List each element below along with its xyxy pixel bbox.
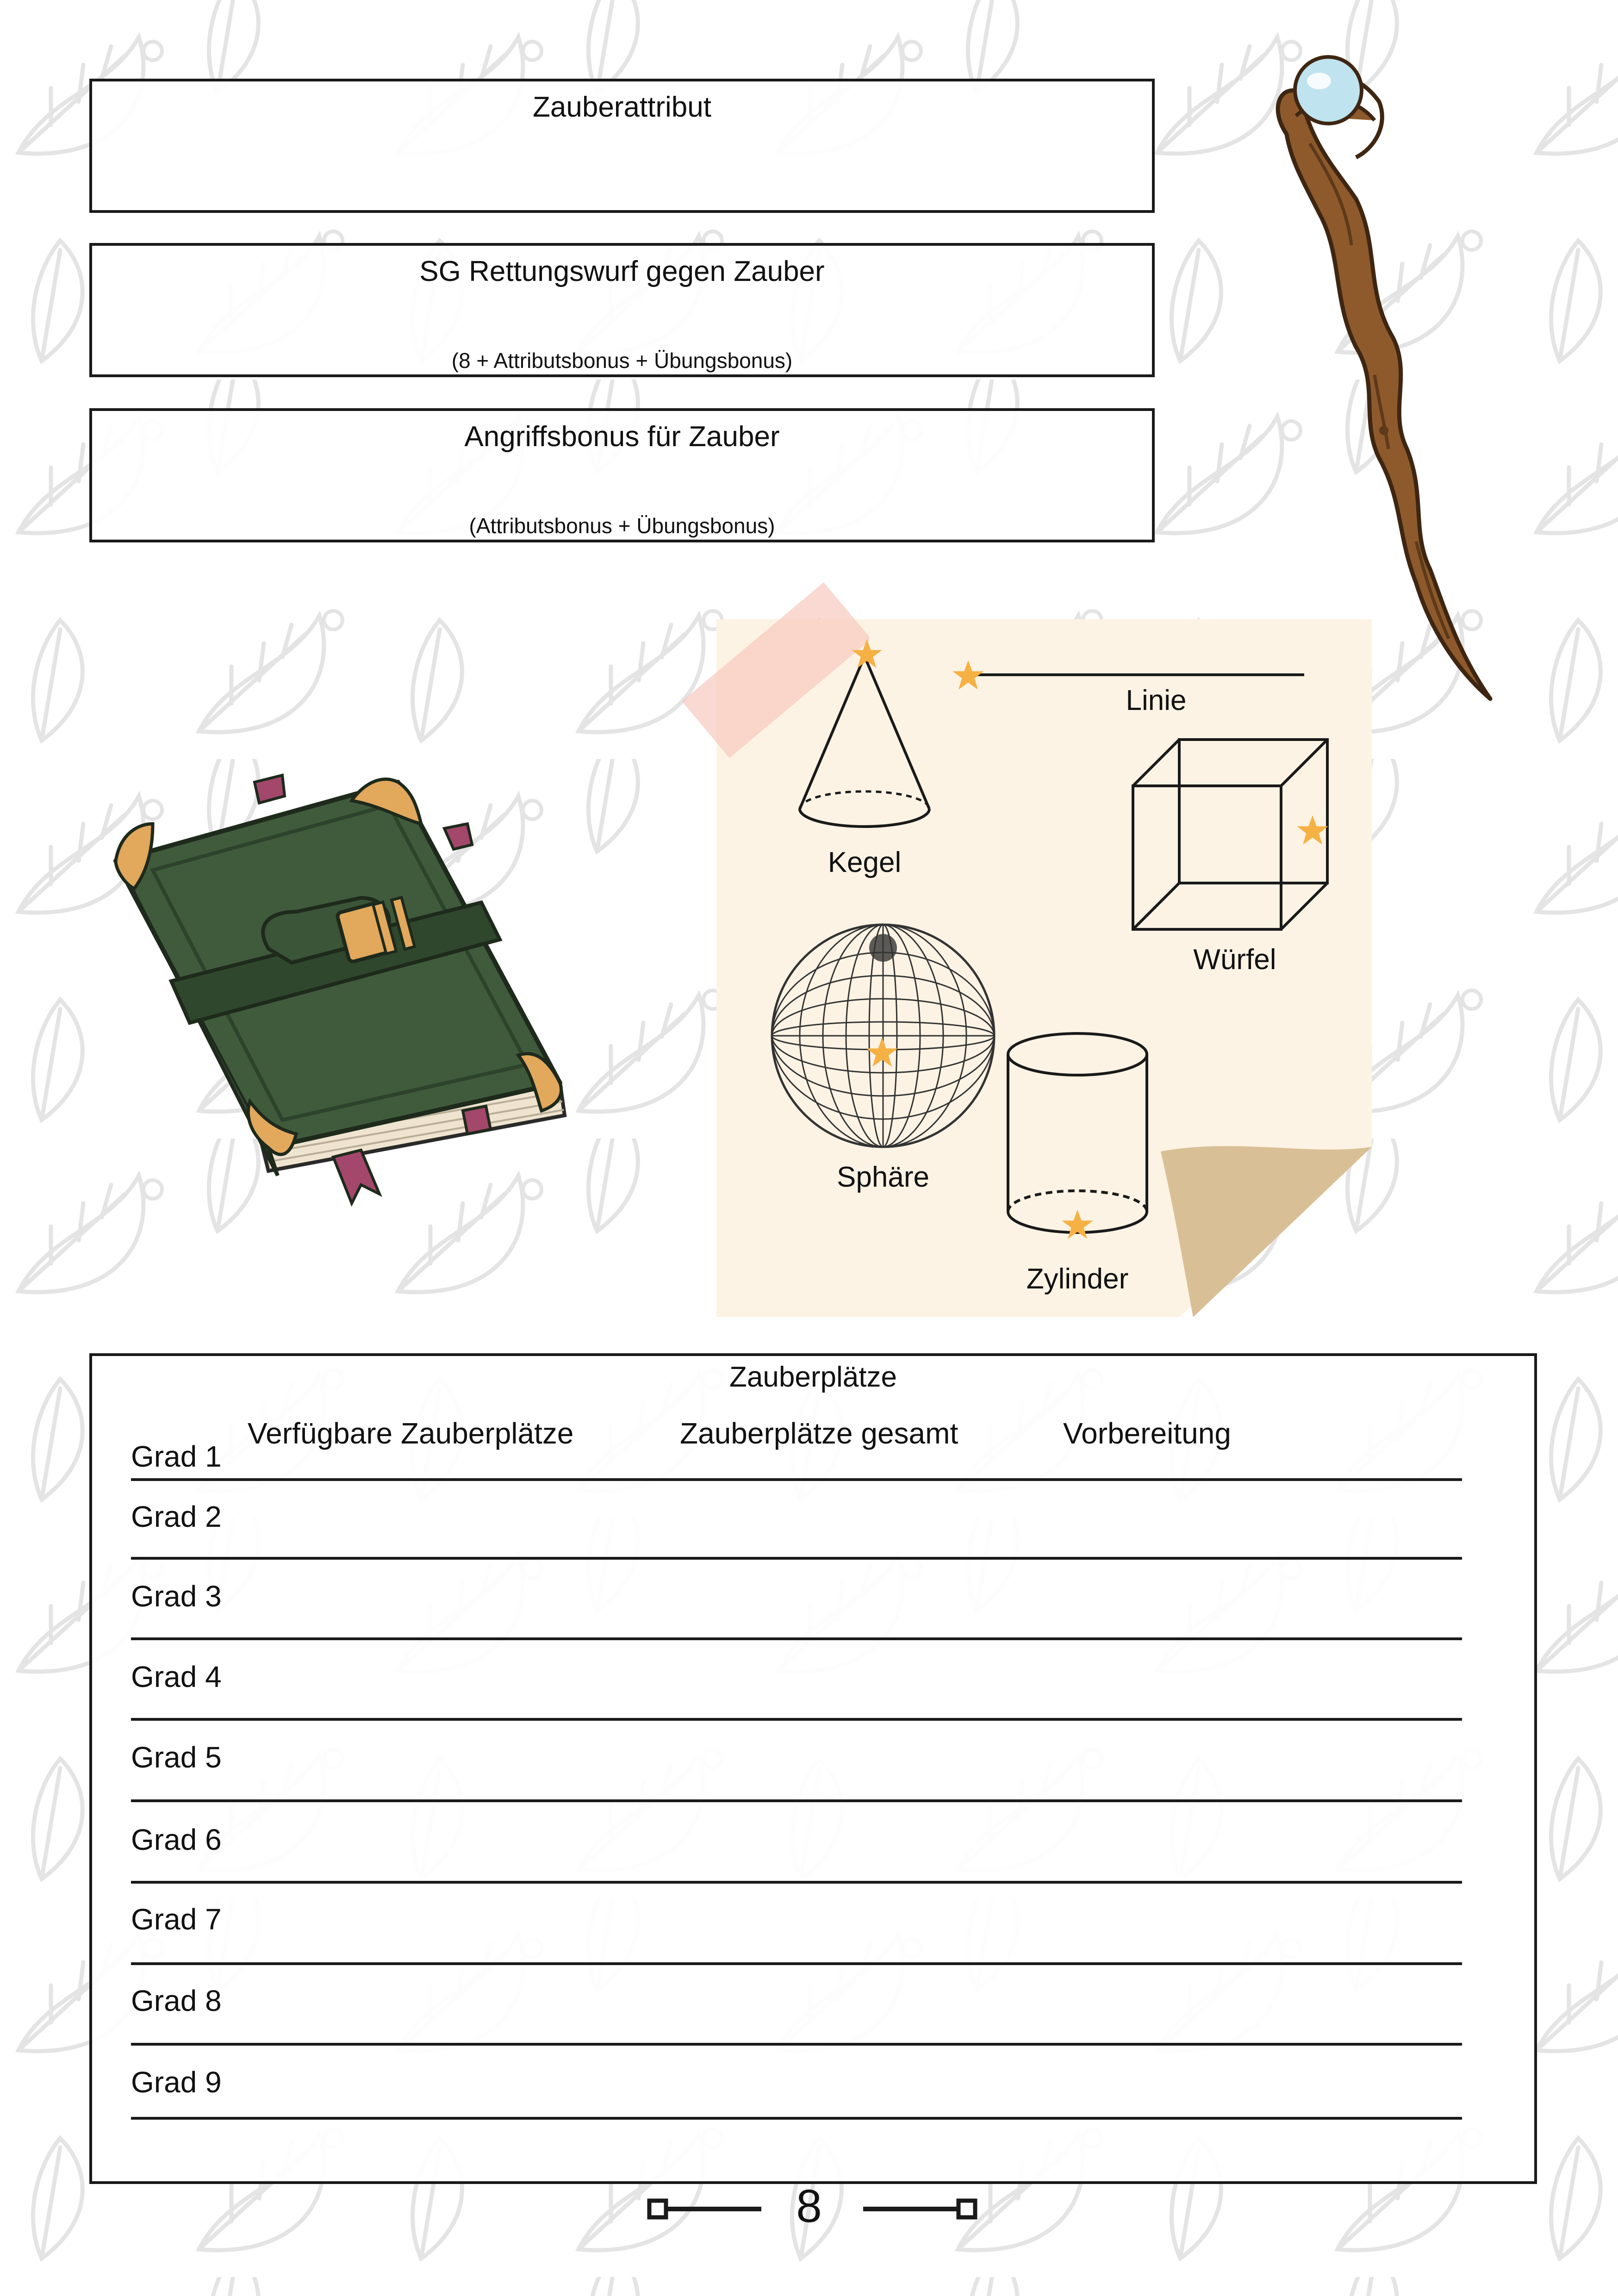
star-icon [952, 659, 985, 692]
field-title: Zauberattribut [533, 91, 711, 123]
grade-label: Grad 9 [131, 2066, 222, 2099]
star-icon [865, 1036, 899, 1069]
grade-label: Grad 5 [131, 1741, 222, 1774]
star-icon [1296, 814, 1329, 847]
spell-slot-row[interactable] [131, 1560, 1462, 1640]
grade-label: Grad 8 [131, 1984, 222, 2017]
cone-label: Kegel [828, 846, 902, 878]
page-ornament-left [646, 2194, 766, 2226]
field-hint: (Attributsbonus + Übungsbonus) [469, 514, 775, 538]
sphere-label: Sphäre [837, 1161, 929, 1193]
column-header-total: Zauberplätze gesamt [680, 1417, 958, 1450]
area-shapes-sheet [716, 619, 1372, 1317]
spell-slots-title: Zauberplätze [729, 1361, 897, 1393]
spell-slot-row[interactable] [131, 1721, 1462, 1802]
field-title: SG Rettungswurf gegen Zauber [419, 255, 825, 287]
grade-label: Grad 4 [131, 1660, 222, 1693]
spell-slot-row[interactable] [131, 1640, 1462, 1721]
spellbook-icon [102, 731, 583, 1222]
spell-attack-bonus-field[interactable] [89, 408, 1155, 542]
page-number: 8 [796, 2180, 822, 2232]
spell-slot-row[interactable] [131, 2046, 1462, 2120]
grade-label: Grad 2 [131, 1500, 222, 1533]
line-label: Linie [1126, 684, 1187, 716]
column-header-available: Verfügbare Zauberplätze [248, 1417, 574, 1450]
grade-label: Grad 7 [131, 1903, 222, 1936]
cube-label: Würfel [1193, 944, 1276, 976]
spell-slots-table [89, 1353, 1537, 2184]
spell-slot-row[interactable] [131, 1802, 1462, 1884]
wizard-staff-icon [1240, 51, 1500, 708]
star-icon [851, 638, 883, 670]
page-ornament-right [859, 2194, 979, 2226]
grade-label: Grad 6 [131, 1823, 222, 1856]
spell-slot-row[interactable] [131, 1884, 1462, 1965]
spell-slot-row[interactable] [131, 1481, 1462, 1560]
column-header-prepared: Vorbereitung [1063, 1417, 1231, 1450]
cylinder-label: Zylinder [1026, 1263, 1129, 1295]
field-title: Angriffsbonus für Zauber [464, 421, 780, 453]
spell-slot-row[interactable] [131, 1435, 1462, 1481]
spell-slot-row[interactable] [131, 1965, 1462, 2046]
grade-label: Grad 3 [131, 1580, 222, 1613]
spell-save-dc-field[interactable] [89, 243, 1155, 377]
field-hint: (8 + Attributsbonus + Übungsbonus) [451, 348, 793, 373]
spellcasting-attribute-field[interactable] [89, 79, 1155, 213]
grade-label: Grad 1 [131, 1440, 222, 1473]
star-icon [1061, 1208, 1094, 1241]
